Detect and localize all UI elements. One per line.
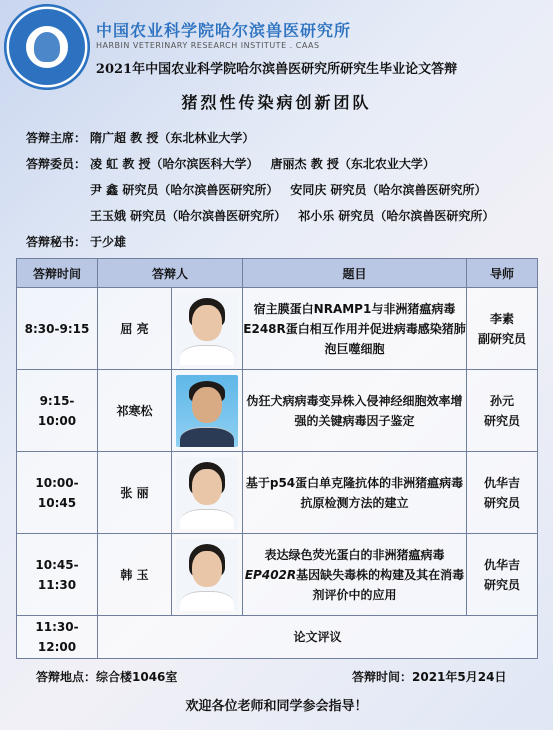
presenter-photo [176,457,238,529]
advisor-name: 孙元 [490,393,515,408]
committee-member: 安同庆 研究员（哈尔滨兽医研究所） [290,183,487,197]
members-line-1 [26,151,494,177]
table-row [17,616,538,659]
row-time [17,452,98,534]
advisor-cell [467,288,538,370]
row-time-end: 10:00 [37,413,77,428]
header-time: 答辩时间 [17,259,98,288]
committee-member: 王玉娥 研究员（哈尔滨兽医研究所） [90,209,287,223]
presenter-photo-cell [172,370,243,452]
presenter-name: 祁寒松 [98,370,172,452]
topic-part: 表达绿色荧光蛋白的非洲猪瘟病毒 [264,547,445,562]
topic-gene: EP402R [244,567,297,582]
institute-name-en: HARBIN VETERINARY RESEARCH INSTITUTE . CAAS [96,41,320,50]
topic-part: 基因缺失毒株的构建及其在消毒剂评价中的应用 [296,567,465,602]
chair-label: 答辩主席： [26,131,87,145]
members-line-2 [26,177,494,203]
committee-member: 凌 虹 教 授（哈尔滨医科大学） [90,157,259,171]
presenter-photo-cell [172,452,243,534]
row-time-start: 10:00- [35,475,79,490]
advisor-cell [467,534,538,616]
advisor-cell [467,370,538,452]
table-row [17,370,538,452]
advisor-name: 仇华吉 [484,557,521,572]
institute-name-cn: 中国农业科学院哈尔滨兽医研究所 [96,21,352,40]
presenter-photo [176,375,238,447]
team-title: 猪烈性传染病创新团队 [181,93,372,112]
header-advisor: 导师 [467,259,538,288]
table-row [17,288,538,370]
thesis-topic [243,534,467,616]
review-label: 论文评议 [98,616,538,659]
committee-member: 唐丽杰 教 授（东北农业大学） [270,157,435,171]
row-time-end: 12:00 [37,640,77,654]
table-row [17,534,538,616]
advisor-cell [467,452,538,534]
row-time-end: 11:30 [37,577,77,592]
row-time [17,534,98,616]
row-time-end: 10:45 [37,495,77,510]
header-presenter: 答辩人 [98,259,243,288]
row-time [17,370,98,452]
presenter-photo-cell [172,534,243,616]
advisor-title: 研究员 [484,495,521,510]
notice-title: 2021年中国农业科学院哈尔滨兽医研究所研究生毕业论文答辩 [95,62,458,77]
presenter-name: 屈 亮 [98,288,172,370]
members-line-3 [26,203,494,229]
row-time: 8:30-9:15 [17,288,98,370]
advisor-title: 研究员 [484,413,521,428]
presenter-name: 韩 玉 [98,534,172,616]
schedule-table [16,258,538,659]
thesis-topic: 基于p54蛋白单克隆抗体的非洲猪瘟病毒抗原检测方法的建立 [243,452,467,534]
table-header-row [17,259,538,288]
table-row [17,452,538,534]
secretary-line [26,229,494,255]
defense-date: 答辩时间：2021年5月24日 [352,670,507,684]
defense-location: 答辩地点：综合楼1046室 [36,670,178,684]
chair-line [26,125,494,151]
row-time-start: 11:30- [35,620,79,634]
row-time-start: 10:45- [35,557,79,572]
presenter-photo [176,539,238,611]
secretary-label: 答辩秘书： [26,235,87,249]
row-time-start: 9:15- [39,393,75,408]
chair-value: 隋广超 教 授（东北林业大学） [90,131,255,145]
presenter-photo [176,293,238,365]
institute-logo [4,4,90,90]
committee-member: 祁小乐 研究员（哈尔滨兽医研究所） [298,209,495,223]
header-topic: 题目 [243,259,467,288]
advisor-title: 研究员 [484,577,521,592]
presenter-photo-cell [172,288,243,370]
thesis-topic: 伪狂犬病病毒变异株入侵神经细胞效率增强的关键病毒因子鉴定 [243,370,467,452]
members-label: 答辩委员： [26,157,87,171]
secretary-value: 于少雄 [90,235,127,249]
advisor-title: 副研究员 [478,331,527,346]
presenter-name: 张 丽 [98,452,172,534]
thesis-topic: 宿主膜蛋白NRAMP1与非洲猪瘟病毒E248R蛋白相互作用并促进病毒感染猪肺泡巨噬细胞 [243,288,467,370]
advisor-name: 李素 [490,311,515,326]
advisor-name: 仇华吉 [484,475,521,490]
row-time [17,616,98,659]
committee-block [26,125,494,255]
committee-member: 尹 鑫 研究员（哈尔滨兽医研究所） [90,183,279,197]
welcome-message: 欢迎各位老师和同学参会指导！ [185,699,368,714]
